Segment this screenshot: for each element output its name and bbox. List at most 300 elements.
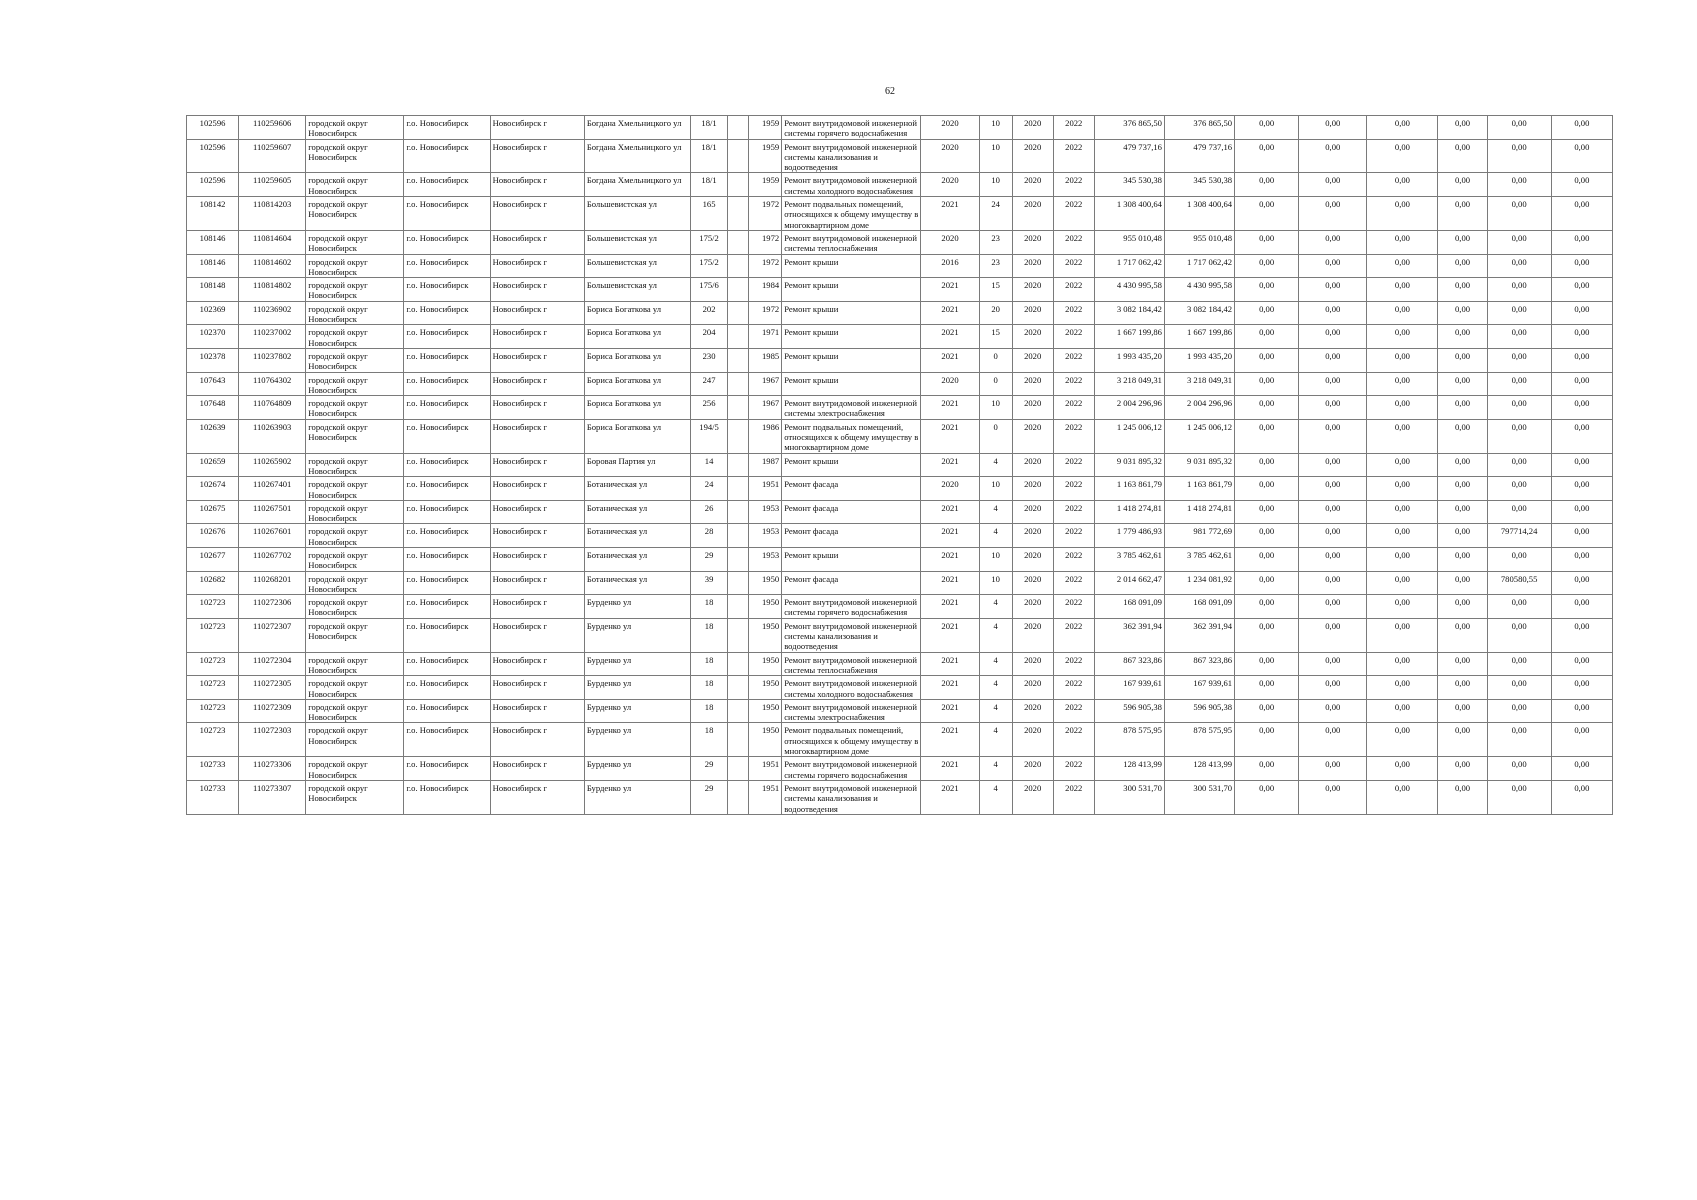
cell-extra-funds: 0,00 bbox=[1551, 524, 1612, 548]
cell-building-letter bbox=[728, 652, 749, 676]
cell-city-district: г.о. Новосибирск bbox=[404, 197, 490, 231]
cell-fund-cost: 596 905,38 bbox=[1164, 699, 1234, 723]
cell-total-cost: 4 430 995,58 bbox=[1094, 278, 1164, 302]
cell-work-type: Ремонт крыши bbox=[782, 348, 921, 372]
cell-other-funds: 0,00 bbox=[1438, 139, 1487, 173]
cell-building-letter bbox=[728, 348, 749, 372]
cell-plan-year: 2021 bbox=[921, 278, 979, 302]
cell-work-type: Ремонт подвальных помещений, относящихся к общему имуществу в многоквартирном доме bbox=[782, 723, 921, 757]
cell-owner-funds: 0,00 bbox=[1487, 301, 1551, 325]
cell-building-letter bbox=[728, 547, 749, 571]
cell-house-number: 247 bbox=[691, 372, 728, 396]
cell-end-year: 2022 bbox=[1053, 618, 1094, 652]
cell-work-type: Ремонт внутридомовой инженерной системы электроснабжения bbox=[782, 699, 921, 723]
cell-regional-funds: 0,00 bbox=[1299, 116, 1367, 140]
cell-owner-funds: 0,00 bbox=[1487, 723, 1551, 757]
cell-work-id: 110263903 bbox=[239, 419, 306, 453]
cell-plan-year: 2021 bbox=[921, 524, 979, 548]
cell-street: Большевистская ул bbox=[584, 278, 690, 302]
cell-regional-funds: 0,00 bbox=[1299, 419, 1367, 453]
cell-regional-funds: 0,00 bbox=[1299, 618, 1367, 652]
cell-local-funds: 0,00 bbox=[1367, 757, 1438, 781]
cell-extra-funds: 0,00 bbox=[1551, 278, 1612, 302]
cell-work-id: 110237002 bbox=[239, 325, 306, 349]
cell-fund-cost: 300 531,70 bbox=[1164, 780, 1234, 814]
page-number: 62 bbox=[885, 86, 895, 97]
cell-work-type: Ремонт внутридомовой инженерной системы холодного водоснабжения bbox=[782, 676, 921, 700]
cell-regional-funds: 0,00 bbox=[1299, 348, 1367, 372]
cell-city-district: г.о. Новосибирск bbox=[404, 595, 490, 619]
cell-fund-cost: 345 530,38 bbox=[1164, 173, 1234, 197]
cell-regional-funds: 0,00 bbox=[1299, 676, 1367, 700]
cell-locality: Новосибирск г bbox=[490, 723, 584, 757]
cell-wear-percent: 10 bbox=[979, 547, 1012, 571]
cell-city-district: г.о. Новосибирск bbox=[404, 652, 490, 676]
cell-house-id: 107643 bbox=[187, 372, 239, 396]
cell-building-letter bbox=[728, 230, 749, 254]
cell-total-cost: 479 737,16 bbox=[1094, 139, 1164, 173]
cell-plan-year: 2020 bbox=[921, 139, 979, 173]
cell-street: Бурденко ул bbox=[584, 618, 690, 652]
cell-city-district: г.о. Новосибирск bbox=[404, 301, 490, 325]
cell-build-year: 1967 bbox=[749, 372, 782, 396]
cell-local-funds: 0,00 bbox=[1367, 477, 1438, 501]
table-row bbox=[187, 723, 1613, 757]
cell-locality: Новосибирск г bbox=[490, 618, 584, 652]
cell-city-district: г.о. Новосибирск bbox=[404, 676, 490, 700]
cell-local-funds: 0,00 bbox=[1367, 419, 1438, 453]
cell-federal-funds: 0,00 bbox=[1235, 301, 1299, 325]
cell-building-letter bbox=[728, 676, 749, 700]
cell-plan-year: 2021 bbox=[921, 757, 979, 781]
cell-owner-funds: 0,00 bbox=[1487, 652, 1551, 676]
cell-building-letter bbox=[728, 453, 749, 477]
cell-other-funds: 0,00 bbox=[1438, 116, 1487, 140]
cell-owner-funds: 0,00 bbox=[1487, 116, 1551, 140]
cell-work-id: 110272304 bbox=[239, 652, 306, 676]
cell-locality: Новосибирск г bbox=[490, 676, 584, 700]
cell-local-funds: 0,00 bbox=[1367, 372, 1438, 396]
cell-federal-funds: 0,00 bbox=[1235, 547, 1299, 571]
cell-total-cost: 168 091,09 bbox=[1094, 595, 1164, 619]
cell-end-year: 2022 bbox=[1053, 325, 1094, 349]
cell-fund-cost: 3 785 462,61 bbox=[1164, 547, 1234, 571]
cell-street: Ботаническая ул bbox=[584, 500, 690, 524]
table-row bbox=[187, 453, 1613, 477]
cell-wear-percent: 23 bbox=[979, 230, 1012, 254]
cell-building-letter bbox=[728, 139, 749, 173]
cell-house-id: 102723 bbox=[187, 676, 239, 700]
cell-end-year: 2022 bbox=[1053, 230, 1094, 254]
cell-city-district: г.о. Новосибирск bbox=[404, 547, 490, 571]
cell-regional-funds: 0,00 bbox=[1299, 595, 1367, 619]
cell-total-cost: 1 667 199,86 bbox=[1094, 325, 1164, 349]
cell-local-funds: 0,00 bbox=[1367, 139, 1438, 173]
cell-other-funds: 0,00 bbox=[1438, 571, 1487, 595]
cell-wear-percent: 23 bbox=[979, 254, 1012, 278]
cell-regional-funds: 0,00 bbox=[1299, 230, 1367, 254]
cell-city-district: г.о. Новосибирск bbox=[404, 477, 490, 501]
cell-city-district: г.о. Новосибирск bbox=[404, 254, 490, 278]
cell-owner-funds: 0,00 bbox=[1487, 757, 1551, 781]
cell-city-district: г.о. Новосибирск bbox=[404, 116, 490, 140]
cell-plan-year: 2021 bbox=[921, 453, 979, 477]
table-row bbox=[187, 372, 1613, 396]
cell-extra-funds: 0,00 bbox=[1551, 477, 1612, 501]
cell-locality: Новосибирск г bbox=[490, 547, 584, 571]
cell-work-id: 110273306 bbox=[239, 757, 306, 781]
cell-total-cost: 167 939,61 bbox=[1094, 676, 1164, 700]
table-row bbox=[187, 254, 1613, 278]
cell-end-year: 2022 bbox=[1053, 780, 1094, 814]
cell-street: Бориса Богаткова ул bbox=[584, 396, 690, 420]
cell-street: Бурденко ул bbox=[584, 595, 690, 619]
cell-owner-funds: 0,00 bbox=[1487, 372, 1551, 396]
cell-fund-cost: 955 010,48 bbox=[1164, 230, 1234, 254]
cell-building-letter bbox=[728, 524, 749, 548]
cell-regional-funds: 0,00 bbox=[1299, 197, 1367, 231]
cell-other-funds: 0,00 bbox=[1438, 325, 1487, 349]
cell-house-id: 102369 bbox=[187, 301, 239, 325]
cell-work-id: 110814203 bbox=[239, 197, 306, 231]
cell-total-cost: 3 082 184,42 bbox=[1094, 301, 1164, 325]
cell-street: Богдана Хмельницкого ул bbox=[584, 139, 690, 173]
cell-municipality: городской округ Новосибирск bbox=[306, 348, 404, 372]
table-row bbox=[187, 652, 1613, 676]
cell-house-number: 29 bbox=[691, 757, 728, 781]
cell-plan-year: 2020 bbox=[921, 230, 979, 254]
cell-municipality: городской округ Новосибирск bbox=[306, 595, 404, 619]
cell-house-number: 18 bbox=[691, 723, 728, 757]
cell-owner-funds: 0,00 bbox=[1487, 173, 1551, 197]
cell-municipality: городской округ Новосибирск bbox=[306, 325, 404, 349]
cell-total-cost: 128 413,99 bbox=[1094, 757, 1164, 781]
cell-work-id: 110259606 bbox=[239, 116, 306, 140]
cell-regional-funds: 0,00 bbox=[1299, 757, 1367, 781]
cell-city-district: г.о. Новосибирск bbox=[404, 348, 490, 372]
cell-build-year: 1972 bbox=[749, 230, 782, 254]
cell-building-letter bbox=[728, 477, 749, 501]
cell-start-year: 2020 bbox=[1012, 699, 1053, 723]
cell-start-year: 2020 bbox=[1012, 254, 1053, 278]
cell-federal-funds: 0,00 bbox=[1235, 699, 1299, 723]
cell-building-letter bbox=[728, 699, 749, 723]
cell-other-funds: 0,00 bbox=[1438, 780, 1487, 814]
cell-work-type: Ремонт внутридомовой инженерной системы теплоснабжения bbox=[782, 230, 921, 254]
cell-wear-percent: 4 bbox=[979, 652, 1012, 676]
cell-work-type: Ремонт внутридомовой инженерной системы горячего водоснабжения bbox=[782, 757, 921, 781]
cell-build-year: 1984 bbox=[749, 278, 782, 302]
cell-wear-percent: 10 bbox=[979, 396, 1012, 420]
cell-fund-cost: 3 082 184,42 bbox=[1164, 301, 1234, 325]
cell-extra-funds: 0,00 bbox=[1551, 116, 1612, 140]
cell-building-letter bbox=[728, 278, 749, 302]
cell-start-year: 2020 bbox=[1012, 197, 1053, 231]
cell-street: Боровая Партия ул bbox=[584, 453, 690, 477]
cell-owner-funds: 0,00 bbox=[1487, 325, 1551, 349]
cell-total-cost: 596 905,38 bbox=[1094, 699, 1164, 723]
cell-house-id: 102733 bbox=[187, 780, 239, 814]
cell-building-letter bbox=[728, 254, 749, 278]
cell-fund-cost: 362 391,94 bbox=[1164, 618, 1234, 652]
cell-plan-year: 2020 bbox=[921, 372, 979, 396]
cell-fund-cost: 376 865,50 bbox=[1164, 116, 1234, 140]
cell-plan-year: 2021 bbox=[921, 547, 979, 571]
cell-build-year: 1951 bbox=[749, 780, 782, 814]
cell-total-cost: 955 010,48 bbox=[1094, 230, 1164, 254]
cell-regional-funds: 0,00 bbox=[1299, 453, 1367, 477]
cell-street: Бориса Богаткова ул bbox=[584, 348, 690, 372]
table-row bbox=[187, 173, 1613, 197]
cell-house-number: 29 bbox=[691, 547, 728, 571]
cell-work-id: 110237802 bbox=[239, 348, 306, 372]
cell-plan-year: 2021 bbox=[921, 780, 979, 814]
cell-other-funds: 0,00 bbox=[1438, 348, 1487, 372]
cell-start-year: 2020 bbox=[1012, 780, 1053, 814]
cell-other-funds: 0,00 bbox=[1438, 197, 1487, 231]
cell-federal-funds: 0,00 bbox=[1235, 723, 1299, 757]
cell-federal-funds: 0,00 bbox=[1235, 230, 1299, 254]
cell-total-cost: 3 218 049,31 bbox=[1094, 372, 1164, 396]
cell-fund-cost: 878 575,95 bbox=[1164, 723, 1234, 757]
cell-city-district: г.о. Новосибирск bbox=[404, 500, 490, 524]
cell-municipality: городской округ Новосибирск bbox=[306, 301, 404, 325]
cell-start-year: 2020 bbox=[1012, 652, 1053, 676]
cell-extra-funds: 0,00 bbox=[1551, 348, 1612, 372]
cell-end-year: 2022 bbox=[1053, 595, 1094, 619]
cell-start-year: 2020 bbox=[1012, 139, 1053, 173]
table-row bbox=[187, 396, 1613, 420]
table-body bbox=[187, 116, 1613, 815]
cell-owner-funds: 0,00 bbox=[1487, 348, 1551, 372]
cell-building-letter bbox=[728, 116, 749, 140]
cell-work-type: Ремонт крыши bbox=[782, 254, 921, 278]
cell-local-funds: 0,00 bbox=[1367, 723, 1438, 757]
cell-start-year: 2020 bbox=[1012, 372, 1053, 396]
cell-federal-funds: 0,00 bbox=[1235, 278, 1299, 302]
cell-other-funds: 0,00 bbox=[1438, 618, 1487, 652]
cell-city-district: г.о. Новосибирск bbox=[404, 699, 490, 723]
cell-fund-cost: 1 667 199,86 bbox=[1164, 325, 1234, 349]
cell-owner-funds: 0,00 bbox=[1487, 780, 1551, 814]
cell-building-letter bbox=[728, 723, 749, 757]
cell-other-funds: 0,00 bbox=[1438, 723, 1487, 757]
cell-wear-percent: 4 bbox=[979, 676, 1012, 700]
table-row bbox=[187, 500, 1613, 524]
cell-regional-funds: 0,00 bbox=[1299, 139, 1367, 173]
cell-owner-funds: 780580,55 bbox=[1487, 571, 1551, 595]
cell-house-number: 18 bbox=[691, 652, 728, 676]
cell-other-funds: 0,00 bbox=[1438, 173, 1487, 197]
cell-work-type: Ремонт внутридомовой инженерной системы канализования и водоотведения bbox=[782, 618, 921, 652]
cell-house-number: 18 bbox=[691, 699, 728, 723]
cell-city-district: г.о. Новосибирск bbox=[404, 618, 490, 652]
cell-work-type: Ремонт подвальных помещений, относящихся к общему имуществу в многоквартирном доме bbox=[782, 197, 921, 231]
cell-house-id: 102677 bbox=[187, 547, 239, 571]
cell-house-number: 18/1 bbox=[691, 116, 728, 140]
cell-wear-percent: 4 bbox=[979, 618, 1012, 652]
cell-house-number: 194/5 bbox=[691, 419, 728, 453]
cell-extra-funds: 0,00 bbox=[1551, 197, 1612, 231]
cell-work-type: Ремонт внутридомовой инженерной системы электроснабжения bbox=[782, 396, 921, 420]
cell-city-district: г.о. Новосибирск bbox=[404, 173, 490, 197]
cell-other-funds: 0,00 bbox=[1438, 230, 1487, 254]
cell-house-id: 102733 bbox=[187, 757, 239, 781]
cell-locality: Новосибирск г bbox=[490, 325, 584, 349]
cell-regional-funds: 0,00 bbox=[1299, 547, 1367, 571]
cell-fund-cost: 1 163 861,79 bbox=[1164, 477, 1234, 501]
cell-work-type: Ремонт крыши bbox=[782, 325, 921, 349]
cell-regional-funds: 0,00 bbox=[1299, 699, 1367, 723]
cell-locality: Новосибирск г bbox=[490, 453, 584, 477]
cell-work-id: 110267601 bbox=[239, 524, 306, 548]
cell-building-letter bbox=[728, 618, 749, 652]
cell-work-type: Ремонт фасада bbox=[782, 477, 921, 501]
cell-building-letter bbox=[728, 396, 749, 420]
cell-total-cost: 1 418 274,81 bbox=[1094, 500, 1164, 524]
cell-extra-funds: 0,00 bbox=[1551, 571, 1612, 595]
cell-end-year: 2022 bbox=[1053, 139, 1094, 173]
cell-work-id: 110272306 bbox=[239, 595, 306, 619]
cell-municipality: городской округ Новосибирск bbox=[306, 173, 404, 197]
cell-local-funds: 0,00 bbox=[1367, 524, 1438, 548]
cell-municipality: городской округ Новосибирск bbox=[306, 116, 404, 140]
cell-other-funds: 0,00 bbox=[1438, 652, 1487, 676]
cell-extra-funds: 0,00 bbox=[1551, 139, 1612, 173]
table-row bbox=[187, 595, 1613, 619]
cell-plan-year: 2021 bbox=[921, 500, 979, 524]
table-row bbox=[187, 780, 1613, 814]
cell-wear-percent: 4 bbox=[979, 780, 1012, 814]
cell-locality: Новосибирск г bbox=[490, 595, 584, 619]
cell-building-letter bbox=[728, 780, 749, 814]
cell-city-district: г.о. Новосибирск bbox=[404, 278, 490, 302]
cell-work-id: 110764302 bbox=[239, 372, 306, 396]
cell-plan-year: 2021 bbox=[921, 723, 979, 757]
cell-work-id: 110814802 bbox=[239, 278, 306, 302]
cell-locality: Новосибирск г bbox=[490, 571, 584, 595]
cell-locality: Новосибирск г bbox=[490, 652, 584, 676]
cell-fund-cost: 168 091,09 bbox=[1164, 595, 1234, 619]
cell-wear-percent: 0 bbox=[979, 419, 1012, 453]
cell-federal-funds: 0,00 bbox=[1235, 500, 1299, 524]
table-row bbox=[187, 547, 1613, 571]
cell-build-year: 1972 bbox=[749, 254, 782, 278]
cell-end-year: 2022 bbox=[1053, 173, 1094, 197]
cell-start-year: 2020 bbox=[1012, 477, 1053, 501]
cell-local-funds: 0,00 bbox=[1367, 453, 1438, 477]
cell-municipality: городской округ Новосибирск bbox=[306, 197, 404, 231]
cell-wear-percent: 15 bbox=[979, 325, 1012, 349]
cell-owner-funds: 0,00 bbox=[1487, 254, 1551, 278]
cell-federal-funds: 0,00 bbox=[1235, 453, 1299, 477]
cell-regional-funds: 0,00 bbox=[1299, 301, 1367, 325]
cell-total-cost: 2 004 296,96 bbox=[1094, 396, 1164, 420]
cell-work-type: Ремонт фасада bbox=[782, 524, 921, 548]
cell-building-letter bbox=[728, 372, 749, 396]
cell-end-year: 2022 bbox=[1053, 547, 1094, 571]
cell-locality: Новосибирск г bbox=[490, 757, 584, 781]
cell-municipality: городской округ Новосибирск bbox=[306, 618, 404, 652]
cell-extra-funds: 0,00 bbox=[1551, 230, 1612, 254]
cell-plan-year: 2021 bbox=[921, 197, 979, 231]
cell-local-funds: 0,00 bbox=[1367, 230, 1438, 254]
cell-work-type: Ремонт подвальных помещений, относящихся к общему имуществу в многоквартирном доме bbox=[782, 419, 921, 453]
cell-total-cost: 9 031 895,32 bbox=[1094, 453, 1164, 477]
cell-end-year: 2022 bbox=[1053, 477, 1094, 501]
cell-street: Ботаническая ул bbox=[584, 547, 690, 571]
cell-house-number: 175/2 bbox=[691, 230, 728, 254]
cell-locality: Новосибирск г bbox=[490, 301, 584, 325]
cell-plan-year: 2020 bbox=[921, 116, 979, 140]
cell-total-cost: 1 163 861,79 bbox=[1094, 477, 1164, 501]
cell-start-year: 2020 bbox=[1012, 595, 1053, 619]
cell-start-year: 2020 bbox=[1012, 173, 1053, 197]
cell-end-year: 2022 bbox=[1053, 699, 1094, 723]
cell-locality: Новосибирск г bbox=[490, 197, 584, 231]
table-row bbox=[187, 348, 1613, 372]
cell-street: Бурденко ул bbox=[584, 676, 690, 700]
cell-house-number: 256 bbox=[691, 396, 728, 420]
cell-local-funds: 0,00 bbox=[1367, 278, 1438, 302]
cell-wear-percent: 4 bbox=[979, 500, 1012, 524]
cell-locality: Новосибирск г bbox=[490, 524, 584, 548]
cell-house-id: 102596 bbox=[187, 139, 239, 173]
cell-work-id: 110268201 bbox=[239, 571, 306, 595]
cell-start-year: 2020 bbox=[1012, 524, 1053, 548]
cell-total-cost: 300 531,70 bbox=[1094, 780, 1164, 814]
cell-build-year: 1985 bbox=[749, 348, 782, 372]
cell-extra-funds: 0,00 bbox=[1551, 780, 1612, 814]
cell-work-type: Ремонт внутридомовой инженерной системы теплоснабжения bbox=[782, 652, 921, 676]
cell-federal-funds: 0,00 bbox=[1235, 139, 1299, 173]
cell-other-funds: 0,00 bbox=[1438, 500, 1487, 524]
table-row bbox=[187, 301, 1613, 325]
cell-build-year: 1972 bbox=[749, 197, 782, 231]
cell-fund-cost: 4 430 995,58 bbox=[1164, 278, 1234, 302]
cell-regional-funds: 0,00 bbox=[1299, 325, 1367, 349]
cell-federal-funds: 0,00 bbox=[1235, 595, 1299, 619]
cell-work-id: 110272309 bbox=[239, 699, 306, 723]
table-row bbox=[187, 618, 1613, 652]
table-row bbox=[187, 699, 1613, 723]
cell-start-year: 2020 bbox=[1012, 618, 1053, 652]
cell-work-id: 110259607 bbox=[239, 139, 306, 173]
cell-build-year: 1972 bbox=[749, 301, 782, 325]
cell-locality: Новосибирск г bbox=[490, 116, 584, 140]
cell-work-type: Ремонт крыши bbox=[782, 278, 921, 302]
cell-plan-year: 2021 bbox=[921, 301, 979, 325]
cell-start-year: 2020 bbox=[1012, 723, 1053, 757]
cell-owner-funds: 0,00 bbox=[1487, 197, 1551, 231]
cell-municipality: городской округ Новосибирск bbox=[306, 524, 404, 548]
cell-wear-percent: 10 bbox=[979, 139, 1012, 173]
table-row bbox=[187, 116, 1613, 140]
cell-build-year: 1950 bbox=[749, 652, 782, 676]
cell-city-district: г.о. Новосибирск bbox=[404, 524, 490, 548]
cell-city-district: г.о. Новосибирск bbox=[404, 780, 490, 814]
cell-plan-year: 2021 bbox=[921, 419, 979, 453]
cell-local-funds: 0,00 bbox=[1367, 595, 1438, 619]
cell-fund-cost: 1 245 006,12 bbox=[1164, 419, 1234, 453]
cell-wear-percent: 20 bbox=[979, 301, 1012, 325]
cell-end-year: 2022 bbox=[1053, 757, 1094, 781]
cell-end-year: 2022 bbox=[1053, 278, 1094, 302]
cell-work-id: 110259605 bbox=[239, 173, 306, 197]
cell-regional-funds: 0,00 bbox=[1299, 278, 1367, 302]
cell-federal-funds: 0,00 bbox=[1235, 396, 1299, 420]
cell-building-letter bbox=[728, 595, 749, 619]
